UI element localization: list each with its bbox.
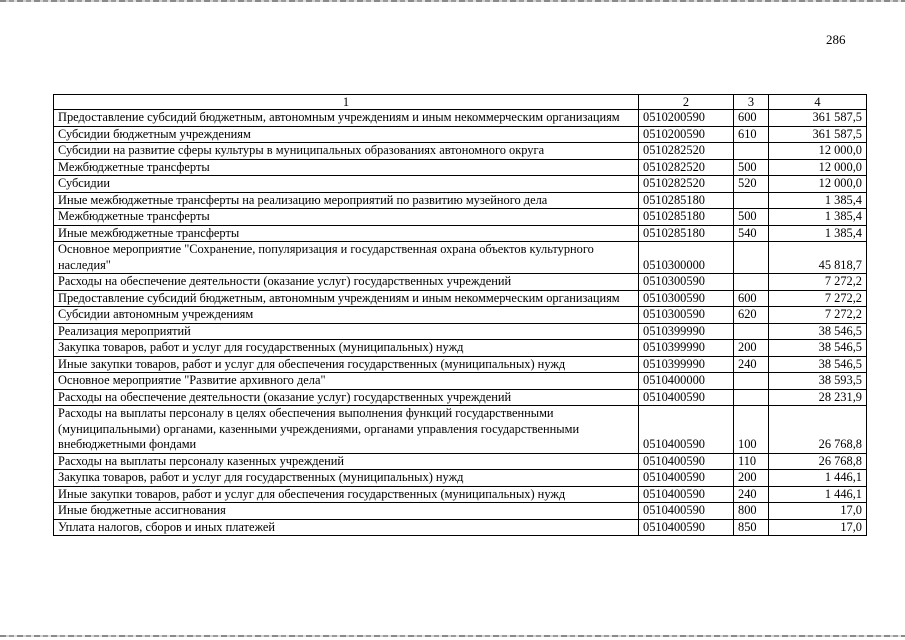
row-name-cell: Расходы на обеспечение деятельности (оказание услуг) государственных учреждений [54, 389, 639, 406]
table-row [54, 307, 867, 324]
table-row [54, 209, 867, 226]
row-code-cell: 0510300590 [639, 274, 734, 291]
row-name-cell: Субсидии [54, 176, 639, 193]
row-kind-cell [734, 192, 769, 209]
row-code-cell: 0510400590 [639, 503, 734, 520]
row-kind-cell: 500 [734, 159, 769, 176]
row-kind-cell: 540 [734, 225, 769, 242]
row-sum-cell: 38 546,5 [769, 356, 867, 373]
row-sum-cell: 12 000,0 [769, 176, 867, 193]
row-name-cell: Субсидии бюджетным учреждениям [54, 126, 639, 143]
row-code-cell: 0510300590 [639, 307, 734, 324]
row-kind-cell: 100 [734, 406, 769, 454]
row-code-cell: 0510400590 [639, 406, 734, 454]
row-sum-cell: 1 385,4 [769, 192, 867, 209]
row-sum-cell: 361 587,5 [769, 126, 867, 143]
table-row [54, 110, 867, 127]
row-kind-cell: 240 [734, 486, 769, 503]
row-code-cell: 0510200590 [639, 126, 734, 143]
header-cell-code: 2 [639, 95, 734, 110]
row-kind-cell [734, 143, 769, 160]
row-name-cell: Реализация мероприятий [54, 323, 639, 340]
row-kind-cell: 500 [734, 209, 769, 226]
row-code-cell: 0510400590 [639, 470, 734, 487]
row-name-cell: Уплата налогов, сборов и иных платежей [54, 519, 639, 536]
table-row [54, 356, 867, 373]
table-row [54, 406, 867, 454]
row-name-cell: Закупка товаров, работ и услуг для государственных (муниципальных) нужд [54, 340, 639, 357]
row-code-cell: 0510400590 [639, 486, 734, 503]
row-kind-cell: 620 [734, 307, 769, 324]
row-code-cell: 0510399990 [639, 340, 734, 357]
row-kind-cell [734, 323, 769, 340]
row-kind-cell: 240 [734, 356, 769, 373]
row-name-cell: Расходы на выплаты персоналу казенных учреждений [54, 453, 639, 470]
row-code-cell: 0510285180 [639, 209, 734, 226]
table-row [54, 290, 867, 307]
row-sum-cell: 1 446,1 [769, 470, 867, 487]
row-kind-cell [734, 242, 769, 274]
row-sum-cell: 1 385,4 [769, 225, 867, 242]
table-row [54, 486, 867, 503]
row-kind-cell: 200 [734, 340, 769, 357]
row-sum-cell: 45 818,7 [769, 242, 867, 274]
row-code-cell: 0510400590 [639, 453, 734, 470]
row-name-cell: Иные межбюджетные трансферты [54, 225, 639, 242]
table-header-row [54, 95, 867, 110]
row-code-cell: 0510300000 [639, 242, 734, 274]
table-row [54, 126, 867, 143]
row-sum-cell: 7 272,2 [769, 274, 867, 291]
row-name-cell: Предоставление субсидий бюджетным, автономным учреждениям и иным некоммерческим организациям [54, 290, 639, 307]
row-sum-cell: 7 272,2 [769, 290, 867, 307]
table-row [54, 159, 867, 176]
table-row [54, 470, 867, 487]
row-code-cell: 0510282520 [639, 176, 734, 193]
row-name-cell: Иные бюджетные ассигнования [54, 503, 639, 520]
row-sum-cell: 38 546,5 [769, 323, 867, 340]
row-name-cell: Межбюджетные трансферты [54, 209, 639, 226]
row-kind-cell [734, 274, 769, 291]
row-sum-cell: 38 546,5 [769, 340, 867, 357]
header-cell-sum: 4 [769, 95, 867, 110]
budget-table [53, 94, 867, 536]
table-row [54, 176, 867, 193]
row-kind-cell: 800 [734, 503, 769, 520]
row-kind-cell [734, 373, 769, 390]
row-sum-cell: 1 446,1 [769, 486, 867, 503]
header-cell-kind: 3 [734, 95, 769, 110]
row-sum-cell: 26 768,8 [769, 406, 867, 454]
row-kind-cell: 600 [734, 290, 769, 307]
row-name-cell: Предоставление субсидий бюджетным, автономным учреждениям и иным некоммерческим организациям [54, 110, 639, 127]
row-kind-cell: 610 [734, 126, 769, 143]
row-code-cell: 0510400590 [639, 519, 734, 536]
row-sum-cell: 1 385,4 [769, 209, 867, 226]
table-row [54, 453, 867, 470]
table-row [54, 242, 867, 274]
table-row [54, 389, 867, 406]
table-row [54, 274, 867, 291]
row-name-cell: Расходы на выплаты персоналу в целях обеспечения выполнения функций государственными (муниципальными) органами, казенными учреждениями, органами управления государственными внебюджетными фондами [54, 406, 639, 454]
table-row [54, 192, 867, 209]
page-number: 286 [826, 32, 846, 47]
row-code-cell: 0510400000 [639, 373, 734, 390]
row-sum-cell: 26 768,8 [769, 453, 867, 470]
row-name-cell: Иные закупки товаров, работ и услуг для обеспечения государственных (муниципальных) нужд [54, 356, 639, 373]
row-name-cell: Расходы на обеспечение деятельности (оказание услуг) государственных учреждений [54, 274, 639, 291]
row-sum-cell: 28 231,9 [769, 389, 867, 406]
scan-bottom-edge [0, 635, 905, 637]
row-name-cell: Закупка товаров, работ и услуг для государственных (муниципальных) нужд [54, 470, 639, 487]
row-name-cell: Иные закупки товаров, работ и услуг для обеспечения государственных (муниципальных) нужд [54, 486, 639, 503]
row-code-cell: 0510400590 [639, 389, 734, 406]
row-code-cell: 0510282520 [639, 159, 734, 176]
row-name-cell: Иные межбюджетные трансферты на реализацию мероприятий по развитию музейного дела [54, 192, 639, 209]
row-code-cell: 0510200590 [639, 110, 734, 127]
table-body [54, 95, 867, 536]
row-sum-cell: 38 593,5 [769, 373, 867, 390]
header-cell-name: 1 [54, 95, 639, 110]
row-kind-cell: 200 [734, 470, 769, 487]
table-row [54, 323, 867, 340]
row-sum-cell: 12 000,0 [769, 159, 867, 176]
row-kind-cell: 850 [734, 519, 769, 536]
row-kind-cell: 110 [734, 453, 769, 470]
row-name-cell: Субсидии автономным учреждениям [54, 307, 639, 324]
row-code-cell: 0510399990 [639, 323, 734, 340]
row-code-cell: 0510282520 [639, 143, 734, 160]
table-row [54, 143, 867, 160]
row-kind-cell [734, 389, 769, 406]
row-sum-cell: 7 272,2 [769, 307, 867, 324]
row-sum-cell: 12 000,0 [769, 143, 867, 160]
row-kind-cell: 600 [734, 110, 769, 127]
table-row [54, 340, 867, 357]
row-code-cell: 0510399990 [639, 356, 734, 373]
table-row [54, 519, 867, 536]
row-sum-cell: 17,0 [769, 519, 867, 536]
row-name-cell: Основное мероприятие "Сохранение, популяризация и государственная охрана объектов культурного наследия" [54, 242, 639, 274]
row-name-cell: Межбюджетные трансферты [54, 159, 639, 176]
table-row [54, 503, 867, 520]
row-sum-cell: 361 587,5 [769, 110, 867, 127]
row-code-cell: 0510285180 [639, 225, 734, 242]
table-row [54, 373, 867, 390]
row-code-cell: 0510285180 [639, 192, 734, 209]
row-kind-cell: 520 [734, 176, 769, 193]
row-name-cell: Основное мероприятие "Развитие архивного дела" [54, 373, 639, 390]
row-sum-cell: 17,0 [769, 503, 867, 520]
row-name-cell: Субсидии на развитие сферы культуры в муниципальных образованиях автономного округа [54, 143, 639, 160]
scan-top-edge [0, 0, 905, 2]
row-code-cell: 0510300590 [639, 290, 734, 307]
table-row [54, 225, 867, 242]
